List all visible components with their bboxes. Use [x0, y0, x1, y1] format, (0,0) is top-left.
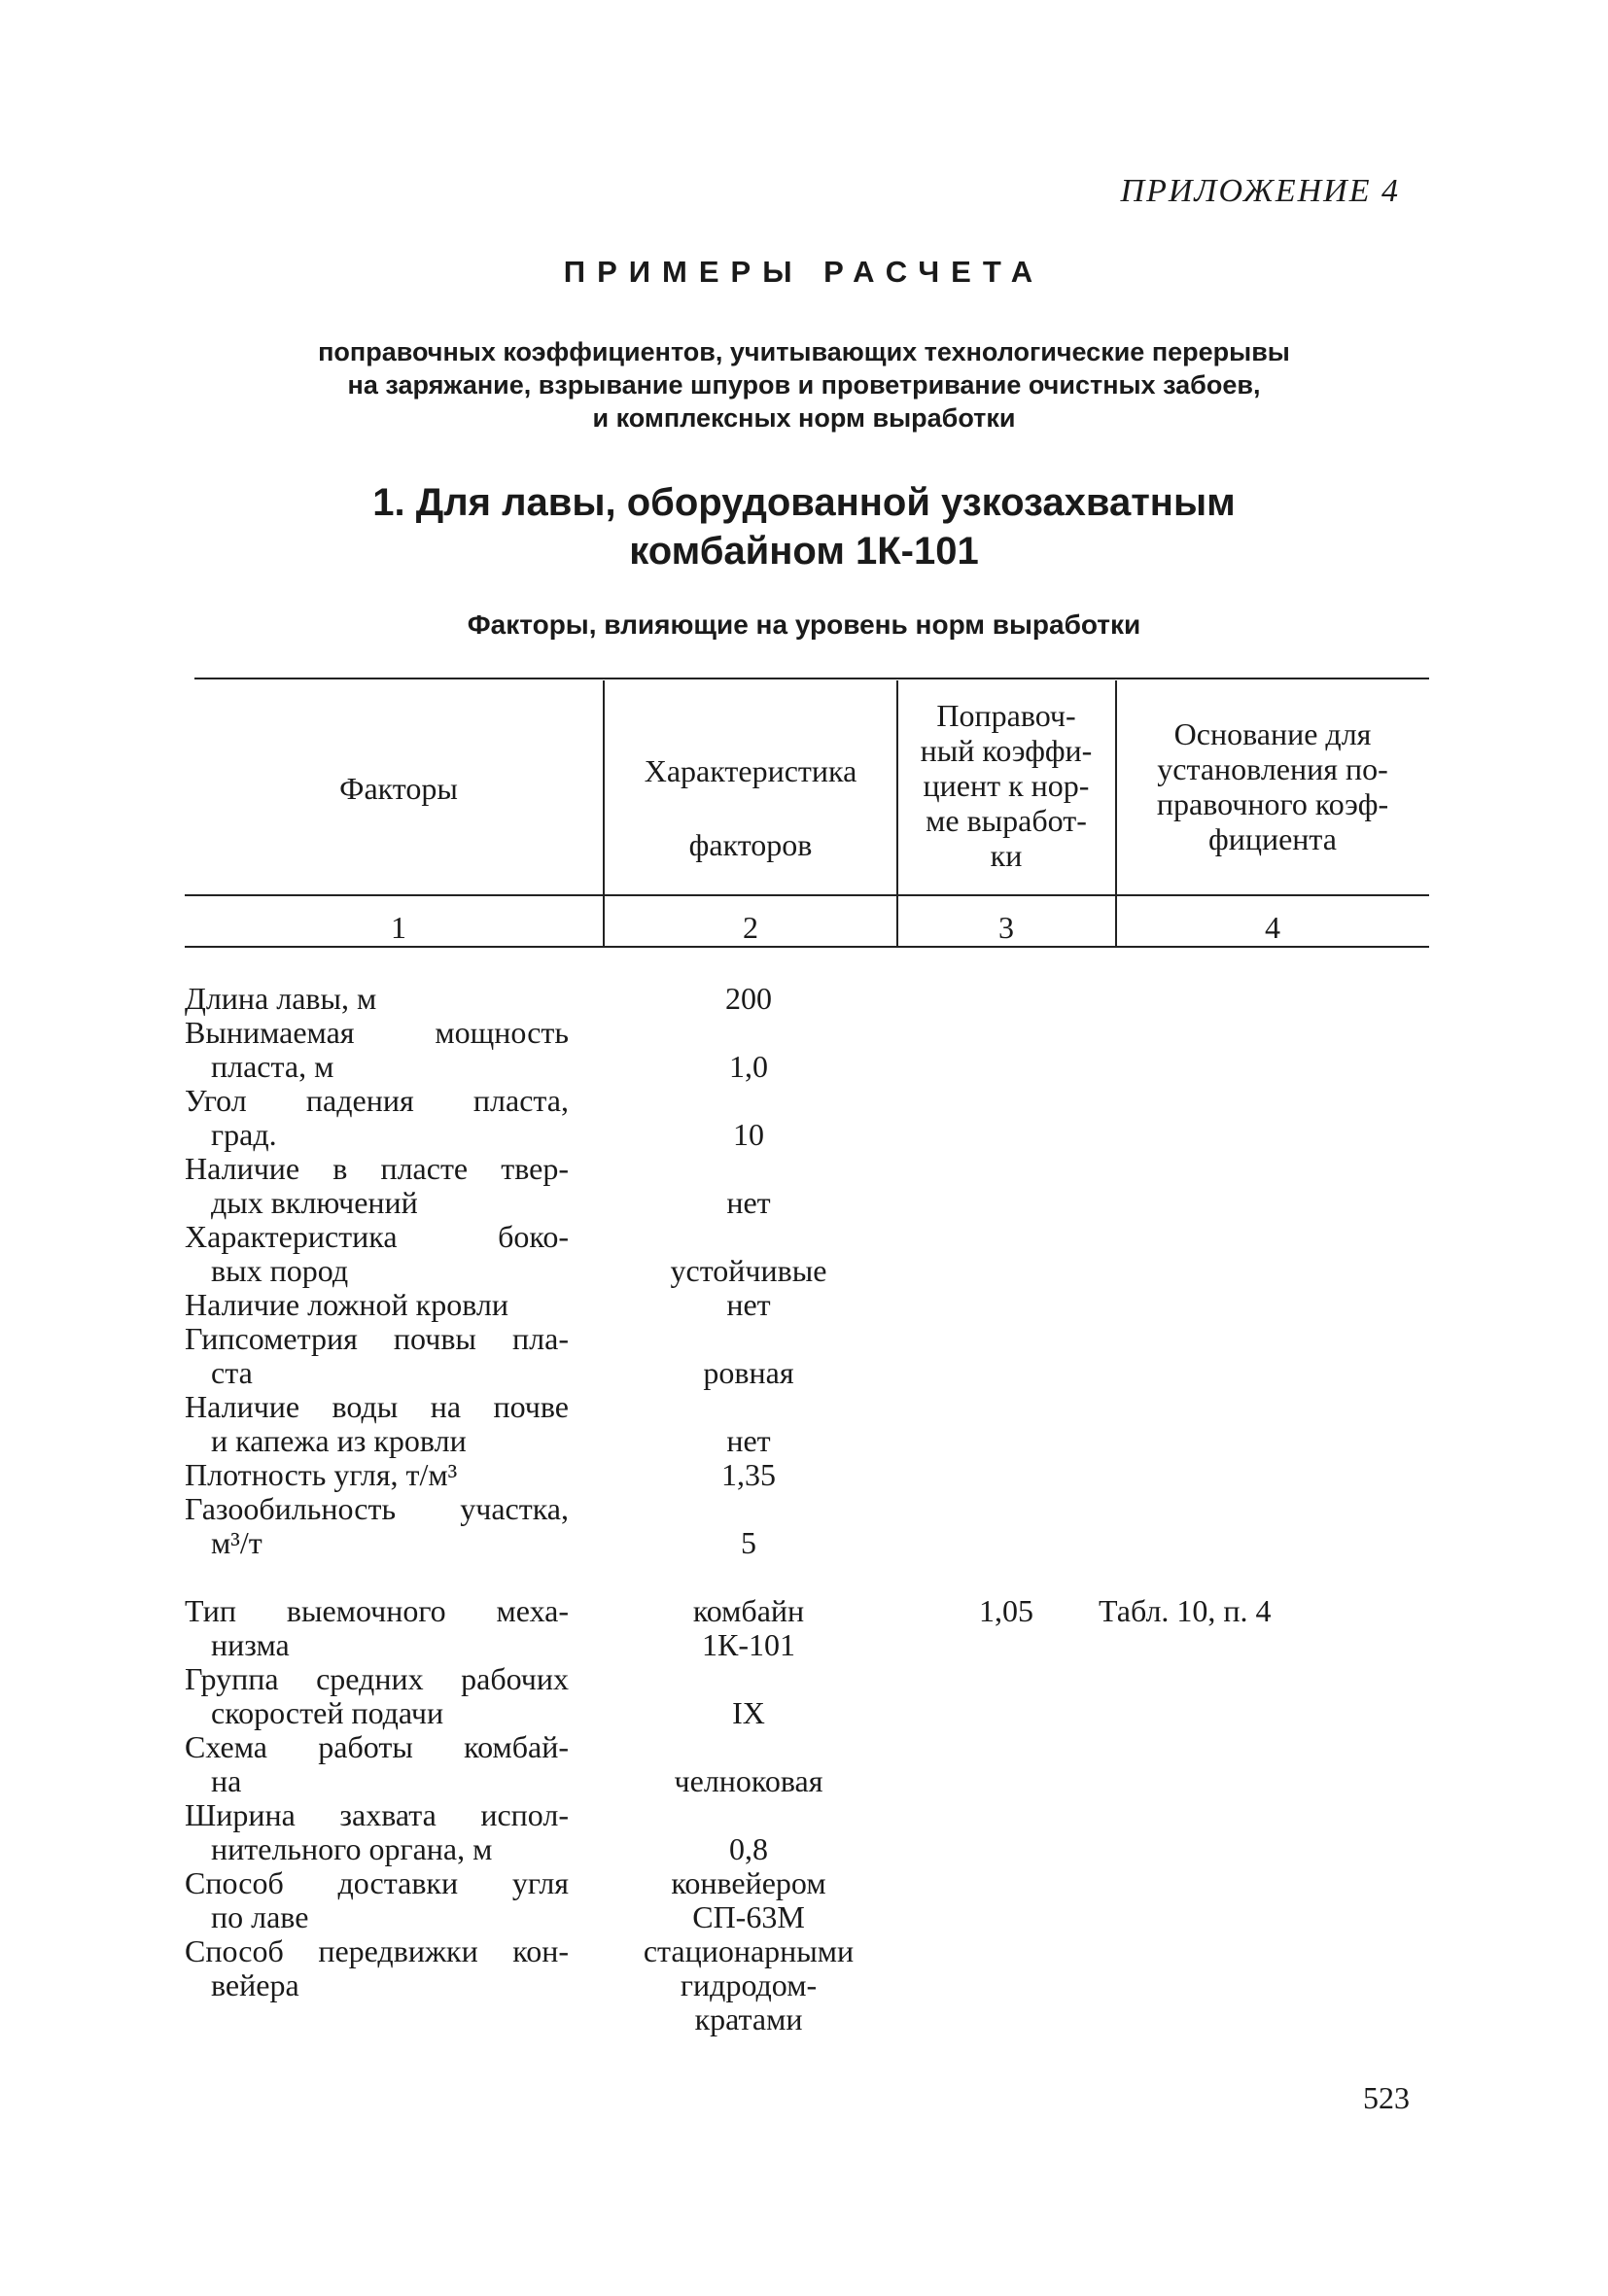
characteristic-cell: конвейером СП-63М [671, 1865, 826, 1934]
characteristic-cell: IX [732, 1695, 765, 1730]
table-top-rule [194, 678, 1429, 679]
characteristic-cell: ровная [703, 1355, 794, 1390]
characteristic-cell: 5 [741, 1525, 756, 1560]
characteristic-cell: 200 [725, 981, 772, 1016]
header-bottom-rule [185, 894, 1429, 896]
table-row [0, 1152, 1608, 1220]
table-row [0, 1084, 1608, 1152]
factor-cell: Гипсометрия почвы пла- ста [185, 1321, 569, 1390]
section-heading [194, 478, 1414, 575]
column-number: 4 [1265, 910, 1280, 945]
column-header-basis [1117, 716, 1428, 856]
factor-cell: Характеристика боко- вых пород [185, 1219, 569, 1288]
coefficient-cell: 1,05 [979, 1593, 1033, 1628]
table-row [0, 1594, 1608, 1662]
factor-cell: Наличие воды на почве и капежа из кровли [185, 1389, 569, 1458]
table-row [0, 1220, 1608, 1288]
characteristic-cell: 10 [733, 1117, 764, 1152]
characteristic-cell: устойчивые [670, 1253, 827, 1288]
column-header-characteristics [605, 734, 896, 882]
table-body [0, 982, 1608, 2036]
characteristic-cell: челноковая [674, 1763, 823, 1798]
characteristic-cell: нет [726, 1185, 771, 1220]
characteristic-cell: 1,35 [721, 1457, 776, 1492]
table-row [0, 982, 1608, 1016]
table-row [0, 1458, 1608, 1492]
column-header-line: ме выработ- [926, 803, 1087, 838]
column-header-line: Факторы [339, 771, 458, 806]
factor-cell: Способ доставки угля по лаве [185, 1865, 569, 1934]
section-heading-line: комбайном 1К-101 [629, 530, 979, 573]
characteristic-cell: комбайн 1К-101 [692, 1593, 805, 1662]
table-title: Факторы, влияющие на уровень норм выработки [467, 609, 1141, 640]
column-header-line: ный коэффи- [920, 733, 1093, 768]
column-header-line: Основание для [1173, 716, 1372, 751]
subtitle [194, 335, 1414, 435]
table-row [0, 1390, 1608, 1458]
column-number: 3 [998, 910, 1014, 945]
column-header-line: циент к нор- [923, 768, 1090, 803]
table-row [0, 1798, 1608, 1866]
factor-cell: Наличие в пласте твер- дых включений [185, 1151, 569, 1220]
column-header-line: правочного коэф- [1156, 786, 1389, 821]
factor-cell: Схема работы комбай- на [185, 1729, 569, 1798]
characteristic-cell: 0,8 [729, 1831, 768, 1866]
column-header-line: ки [990, 838, 1023, 873]
table-row [0, 1288, 1608, 1322]
table-row [0, 1492, 1608, 1594]
column-header-line: фициента [1207, 821, 1337, 856]
subtitle-line: на заряжание, взрывание шпуров и проветривание очистных забоев, [347, 370, 1261, 400]
column-number: 1 [391, 910, 406, 945]
appendix-label: ПРИЛОЖЕНИЕ 4 [1120, 173, 1400, 209]
factor-cell: Плотность угля, т/м³ [185, 1457, 458, 1492]
table-row [0, 1934, 1608, 2036]
factor-cell: Угол падения пласта, град. [185, 1083, 569, 1152]
basis-cell: Табл. 10, п. 4 [1099, 1593, 1272, 1628]
factor-cell: Газообильность участка, м³/т [185, 1491, 569, 1560]
factor-cell: Группа средних рабочих скоростей подачи [185, 1661, 569, 1730]
page-title: ПРИМЕРЫ РАСЧЕТА [563, 255, 1045, 289]
characteristic-cell: нет [726, 1423, 771, 1458]
factor-cell: Ширина захвата испол- нительного органа, м [185, 1797, 569, 1866]
column-header-line: факторов [688, 827, 813, 862]
characteristic-cell: стационарными гидродом- кратами [643, 1933, 855, 2036]
characteristic-cell: нет [726, 1287, 771, 1322]
section-heading-line: 1. Для лавы, оборудованной узкозахватным [372, 481, 1236, 524]
column-header-line: Поправоч- [936, 698, 1076, 733]
table-row [0, 1662, 1608, 1730]
column-number: 2 [743, 910, 758, 945]
factor-cell: Наличие ложной кровли [185, 1287, 508, 1322]
column-header-factors [194, 771, 603, 806]
factor-cell: Тип выемочного меха- низма [185, 1593, 569, 1662]
table-row [0, 1730, 1608, 1798]
column-header-coefficient [879, 698, 1134, 873]
subtitle-line: и комплексных норм выработки [592, 403, 1016, 433]
page-number: 523 [1363, 2080, 1410, 2115]
characteristic-cell: 1,0 [729, 1049, 768, 1084]
table-row [0, 1322, 1608, 1390]
table-row [0, 1866, 1608, 1934]
column-header-line: Характеристика [644, 753, 857, 788]
table-row [0, 1016, 1608, 1084]
factor-cell: Длина лавы, м [185, 981, 377, 1016]
numbers-bottom-rule [185, 946, 1429, 948]
factor-cell: Способ передвижки кон- вейера [185, 1933, 569, 2002]
subtitle-line: поправочных коэффициентов, учитывающих технологические перерывы [318, 337, 1290, 366]
factor-cell: Вынимаемая мощность пласта, м [185, 1015, 569, 1084]
column-header-line: установления по- [1157, 751, 1388, 786]
